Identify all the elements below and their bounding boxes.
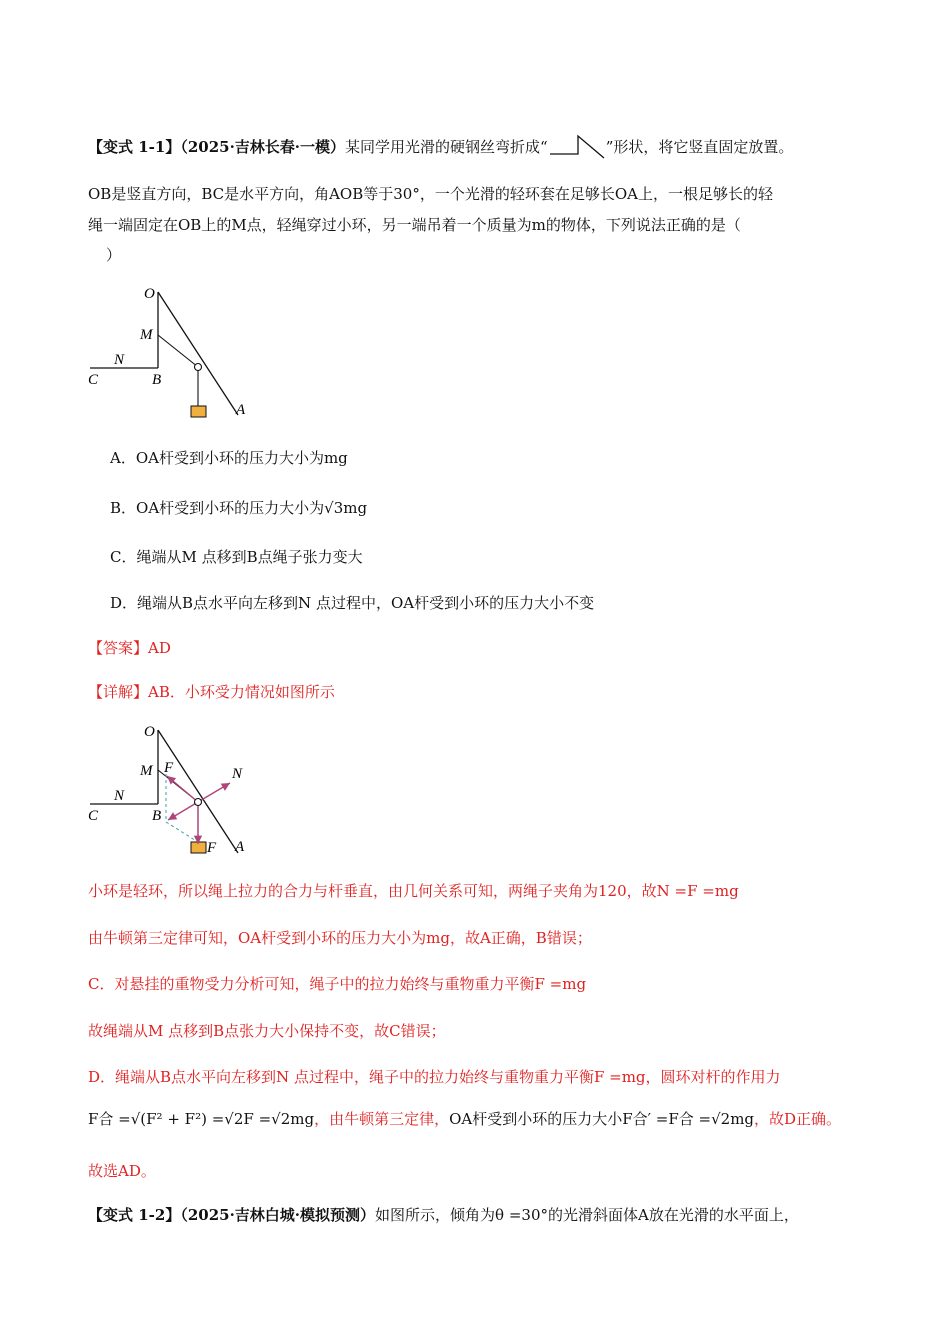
option-a: A．OA杆受到小环的压力大小为mg — [110, 449, 348, 467]
fig2-label-c: C — [88, 808, 99, 824]
solution-6-text-1: ，由牛顿第三定律， — [314, 1110, 450, 1128]
solution-6-text-2: ，故D正确。 — [754, 1110, 842, 1128]
detail-tag: 【详解】 — [88, 683, 149, 701]
fig2-label-o: O — [144, 724, 155, 740]
solution-3: C．对悬挂的重物受力分析可知，绳子中的拉力始终与重物重力平衡F =mg — [88, 975, 587, 993]
fig1-label-n: N — [114, 352, 125, 368]
answer-value: AD — [148, 639, 171, 657]
figure-1 — [80, 280, 260, 425]
solution-5: D．绳端从B点水平向左移到N 点过程中，绳子中的拉力始终与重物重力平衡F =mg，圆环对杆的作用力 — [88, 1068, 781, 1086]
q2-text: 如图所示，倾角为θ =30°的光滑斜面体A放在光滑的水平面上， — [375, 1206, 799, 1224]
solution-1: 小环是轻环，所以绳上拉力的合力与杆垂直，由几何关系可知，两绳子夹角为120，故N =F =mg — [88, 882, 739, 900]
detail-line — [88, 681, 335, 703]
q1-line1-a: 某同学用光滑的硬钢丝弯折成“ — [345, 138, 548, 156]
fig2-label-n: N — [114, 788, 125, 804]
fig1-label-a: A — [236, 402, 246, 418]
option-c: C．绳端从M 点移到B点绳子张力变大 — [110, 548, 363, 566]
fig2-label-a: A — [235, 839, 245, 855]
bent-wire-icon — [548, 134, 606, 160]
fig2-label-b: B — [152, 808, 162, 824]
solution-7: 故选AD。 — [88, 1162, 156, 1180]
answer-tag: 【答案】 — [88, 639, 149, 657]
fig1-label-o: O — [144, 286, 155, 302]
solution-6-formula-2: OA杆受到小环的压力大小F合′ =F合 =√2mg — [449, 1110, 755, 1128]
fig2-label-f-top: F — [164, 760, 174, 776]
solution-4: 故绳端从M 点移到B点张力大小保持不变，故C错误； — [88, 1022, 446, 1040]
option-b: B．OA杆受到小环的压力大小为√3mg — [110, 499, 368, 517]
q2-tag: 【变式 1-2】 — [88, 1206, 181, 1224]
fig2-label-n-force: N — [232, 766, 243, 782]
solution-6 — [88, 1108, 841, 1130]
q1-tag: 【变式 1-1】 — [88, 138, 181, 156]
solution-2: 由牛顿第三定律可知，OA杆受到小环的压力大小为mg，故A正确，B错误； — [88, 929, 592, 947]
fig1-label-m: M — [140, 327, 153, 343]
figure-2 — [80, 718, 260, 863]
detail-lead: AB．小环受力情况如图所示 — [148, 683, 335, 701]
fig2-label-f-bottom: F — [207, 840, 217, 856]
fig1-label-c: C — [88, 372, 99, 388]
fig1-label-b: B — [152, 372, 162, 388]
q1-line1 — [88, 134, 793, 160]
fig2-label-m: M — [140, 763, 153, 779]
answer-line — [88, 637, 171, 659]
solution-6-formula-1: F合 =√(F² + F²) =√2F =√2mg — [88, 1110, 315, 1128]
q2-source: （2025·吉林白城·模拟预测） — [180, 1206, 376, 1224]
q2-line1 — [88, 1204, 799, 1226]
q1-source: （2025·吉林长春·一模） — [180, 138, 346, 156]
q1-line3: 绳一端固定在OB上的M点，轻绳穿过小环，另一端吊着一个质量为m的物体，下列说法正确的是（ — [88, 216, 741, 234]
q1-line2: OB是竖直方向，BC是水平方向，角AOB等于30°，一个光滑的轻环套在足够长OA上，一根足够长的轻 — [88, 185, 773, 203]
q1-line4: ） — [106, 246, 122, 264]
q1-line1-b: ”形状，将它竖直固定放置。 — [605, 138, 794, 156]
option-d: D．绳端从B点水平向左移到N 点过程中，OA杆受到小环的压力大小不变 — [110, 594, 595, 612]
